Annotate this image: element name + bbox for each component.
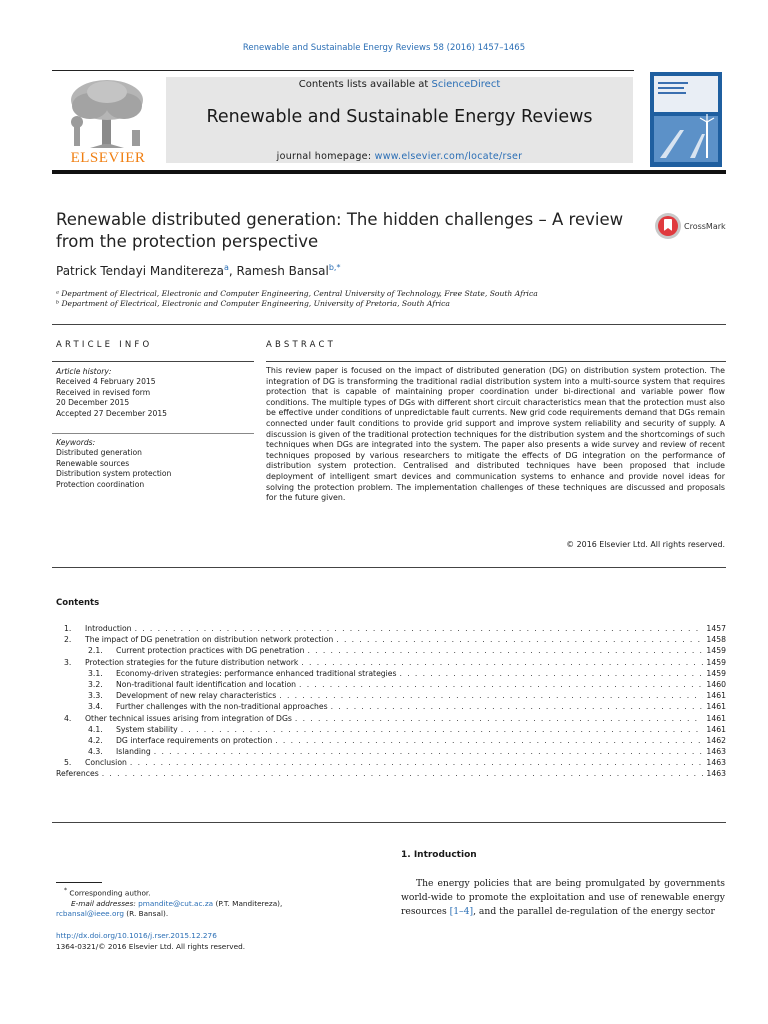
toc-entry-label[interactable]: Islanding — [116, 747, 151, 757]
introduction-heading: 1. Introduction — [401, 850, 477, 860]
toc-entry-number: 2.1. — [88, 646, 103, 656]
toc-entry-page[interactable]: 1462 — [706, 735, 726, 745]
toc-entry-page[interactable]: 1460 — [706, 679, 726, 689]
toc-leader-dots — [400, 669, 704, 678]
toc-entry[interactable] — [64, 680, 726, 691]
toc-entry-label[interactable]: DG interface requirements on protection — [116, 735, 273, 745]
toc-entry-label[interactable]: Introduction — [85, 624, 132, 633]
email-link-2[interactable]: rcbansal@ieee.org — [56, 909, 124, 919]
toc-entry-label[interactable]: References — [56, 769, 99, 779]
toc-leader-dots — [331, 702, 704, 711]
citation-link[interactable]: [1–4] — [449, 906, 474, 918]
toc-entry-page[interactable]: 1459 — [706, 657, 726, 667]
doi-link[interactable]: http://dx.doi.org/10.1016/j.rser.2015.12.276 — [56, 931, 217, 940]
toc-leader-dots — [301, 658, 703, 667]
table-of-contents — [56, 624, 726, 781]
toc-entry-number: 3. — [64, 657, 72, 667]
crossmark-label: CrossMark — [684, 222, 726, 231]
keywords-label: Keywords: — [56, 438, 96, 447]
journal-cover-thumbnail[interactable] — [650, 72, 722, 167]
toc-leader-dots — [181, 725, 704, 734]
toc-leader-dots — [154, 747, 704, 756]
toc-entry-label[interactable]: The impact of DG penetration on distribution network protection — [85, 635, 334, 645]
article-info-rule — [52, 361, 254, 362]
toc-entry-page[interactable]: 1459 — [706, 646, 726, 656]
abstract-heading: ABSTRACT — [266, 340, 337, 350]
crossmark-icon — [654, 211, 682, 241]
sciencedirect-link[interactable]: ScienceDirect — [431, 79, 501, 90]
toc-entry-number: 4. — [64, 713, 72, 723]
footnote-star: * — [64, 887, 68, 894]
toc-entry[interactable] — [64, 736, 726, 747]
toc-entry-page[interactable]: 1463 — [706, 747, 726, 757]
toc-entry-number: 3.1. — [88, 668, 103, 678]
toc-entry-page[interactable]: 1458 — [706, 635, 726, 645]
toc-entry-label[interactable]: Development of new relay characteristics — [116, 691, 277, 701]
toc-entry[interactable] — [64, 691, 726, 702]
author-1: Patrick Tendayi Manditereza — [56, 264, 224, 278]
toc-entry[interactable] — [64, 702, 726, 713]
toc-entry-label[interactable]: Other technical issues arising from integration of DGs — [85, 713, 292, 723]
toc-entry-label[interactable]: Current protection practices with DG penetration — [116, 646, 305, 656]
toc-leader-dots — [336, 635, 703, 644]
crossmark-badge[interactable] — [654, 211, 734, 243]
keyword-item: Renewable sources — [56, 458, 130, 468]
toc-leader-dots — [275, 736, 703, 745]
toc-entry-label[interactable]: Conclusion — [85, 758, 127, 768]
toc-leader-dots — [307, 646, 703, 655]
toc-entry[interactable] — [64, 758, 726, 769]
toc-entry-number: 4.2. — [88, 735, 103, 745]
toc-entry-page[interactable]: 1463 — [706, 758, 726, 768]
abstract-copyright: © 2016 Elsevier Ltd. All rights reserved. — [566, 540, 725, 549]
toc-leader-dots — [135, 624, 704, 633]
contents-prefix: Contents lists available at — [298, 79, 432, 90]
toc-entry[interactable] — [56, 769, 726, 780]
author-2: Ramesh Bansal — [236, 264, 329, 278]
intro-text-part-2: , and the parallel de-regulation of the energy sector — [473, 906, 715, 918]
article-info-heading: ARTICLE INFO — [56, 340, 153, 350]
history-item: 20 December 2015 — [56, 398, 130, 408]
toc-entry-number: 4.3. — [88, 747, 103, 757]
author-line — [56, 263, 340, 278]
toc-entry-number: 4.1. — [88, 724, 103, 734]
contents-title: Contents — [56, 598, 100, 608]
toc-entry-page[interactable]: 1461 — [706, 713, 726, 723]
toc-entry-label[interactable]: Non-traditional fault identification and location — [116, 679, 297, 689]
email-1-owner: (P.T. Manditereza), — [213, 898, 283, 908]
toc-entry-number: 5. — [64, 758, 72, 768]
keyword-item: Distributed generation — [56, 448, 142, 458]
toc-entry-page[interactable]: 1461 — [706, 724, 726, 734]
history-item: Accepted 27 December 2015 — [56, 408, 167, 418]
toc-entry-page[interactable]: 1459 — [706, 668, 726, 678]
history-item: Received 4 February 2015 — [56, 377, 156, 387]
toc-entry-page[interactable]: 1457 — [706, 624, 726, 633]
top-rule — [52, 70, 634, 71]
history-keywords-rule — [52, 433, 254, 434]
rule-below-affiliations — [52, 324, 726, 325]
toc-entry-number: 3.3. — [88, 691, 103, 701]
toc-entry-label[interactable]: System stability — [116, 724, 178, 734]
author-2-affil-mark[interactable] — [329, 263, 341, 272]
toc-leader-dots — [299, 680, 703, 689]
toc-entry[interactable] — [64, 669, 726, 680]
journal-title: Renewable and Sustainable Energy Reviews — [206, 107, 593, 127]
affiliation-a: ᵃ Department of Electrical, Electronic and Computer Engineering, Central University of Technology, Free State, South Africa — [56, 289, 538, 298]
homepage-prefix: journal homepage: — [276, 151, 375, 162]
toc-entry[interactable] — [64, 646, 726, 657]
history-item: Received in revised form — [56, 387, 151, 397]
footnote-rule — [56, 882, 102, 883]
author-2-affil-letter[interactable]: b, — [328, 263, 337, 272]
toc-leader-dots — [102, 769, 704, 778]
keyword-item: Distribution system protection — [56, 469, 172, 479]
toc-entry-number: 2. — [64, 635, 72, 645]
introduction-text — [401, 877, 725, 920]
toc-entry-page[interactable]: 1461 — [706, 702, 726, 712]
abstract-text: This review paper is focused on the impact of distributed generation (DG) on distribution system protection. The integration of DG is transforming the traditional radial distribution system into a multi-source system that requires protection that is capable of maintaining proper coordination under bi-directional and variable power flow conditions. The multiple types of DGs with different short circuit characteristics mean that the protection must also be effective under conditions of unpredictable fault currents. New grid code requirements demand that DGs remain connected under fault conditions to provide grid support and improve system reliability and security of supply. A discussion is given of the traditional protection techniques for the distribution system and the shortcomings of such techniques when DGs are integrated into the system. The paper also presents a wide survey and review of recent techniques proposed by various researchers to mitigate the effects of DG integration on the performance of distribution system protection. Centralised and distributed techniques have been proposed that include deployment of intelligent smart devices and communication systems to enhance and provide novel ideas for solving the protection problem. The implementation challenges of these techniques are discussed and proposals for the future given. — [266, 366, 725, 503]
toc-entry-page[interactable]: 1463 — [706, 769, 726, 779]
toc-entry-number: 3.4. — [88, 702, 103, 712]
contents-available-line — [166, 79, 633, 90]
corresponding-author-footnote — [56, 886, 356, 920]
issn-line: 1364-0321/© 2016 Elsevier Ltd. All rights reserved. — [56, 941, 246, 951]
corresponding-star[interactable]: * — [336, 263, 341, 272]
homepage-link[interactable]: www.elsevier.com/locate/rser — [374, 151, 523, 162]
keywords — [56, 438, 256, 490]
toc-entry[interactable] — [64, 624, 726, 635]
history-label: Article history: — [56, 367, 112, 376]
abstract-rule — [266, 361, 726, 362]
toc-entry[interactable] — [64, 725, 726, 736]
rule-below-abstract — [52, 567, 726, 568]
corresponding-label: Corresponding author. — [67, 888, 151, 898]
article-title: Renewable distributed generation: The hidden challenges – A review from the protection perspective — [56, 210, 624, 251]
intro-text-part-1: The energy policies that are being promulgated by governments world-wide to promote the exploitation and use of renewable energy resources — [401, 878, 725, 918]
toc-entry[interactable] — [64, 714, 726, 725]
article-history — [56, 367, 256, 419]
toc-entry[interactable] — [64, 658, 726, 669]
toc-entry[interactable] — [64, 635, 726, 646]
email-link-1[interactable]: pmandite@cut.ac.za — [138, 898, 214, 908]
toc-leader-dots — [130, 758, 704, 767]
journal-reference[interactable]: Renewable and Sustainable Energy Reviews 58 (2016) 1457–1465 — [242, 43, 526, 53]
toc-entry-label[interactable]: Protection strategies for the future distribution network — [85, 657, 299, 667]
toc-entry-label[interactable]: Economy-driven strategies: performance enhanced traditional strategies — [116, 668, 397, 678]
toc-entry[interactable] — [64, 747, 726, 758]
author-1-affil-mark[interactable]: a — [223, 263, 229, 272]
rule-below-contents — [52, 822, 726, 823]
elsevier-wordmark: ELSEVIER — [70, 150, 146, 166]
doi-block — [56, 931, 356, 952]
toc-entry-label[interactable]: Further challenges with the non-traditional approaches — [116, 702, 328, 712]
toc-entry-number: 3.2. — [88, 679, 103, 689]
author-separator: , — [228, 264, 237, 278]
header-thick-rule — [52, 170, 726, 174]
affiliation-b: ᵇ Department of Electrical, Electronic and Computer Engineering, University of Pretoria, South Africa — [56, 299, 450, 308]
journal-homepage-line — [166, 151, 633, 162]
keyword-item: Protection coordination — [56, 479, 145, 489]
toc-leader-dots — [279, 691, 703, 700]
toc-entry-number: 1. — [64, 624, 72, 633]
toc-leader-dots — [295, 714, 704, 723]
email-label: E-mail addresses: — [71, 898, 139, 908]
email-2-owner: (R. Bansal). — [123, 909, 169, 919]
toc-entry-page[interactable]: 1461 — [706, 691, 726, 701]
